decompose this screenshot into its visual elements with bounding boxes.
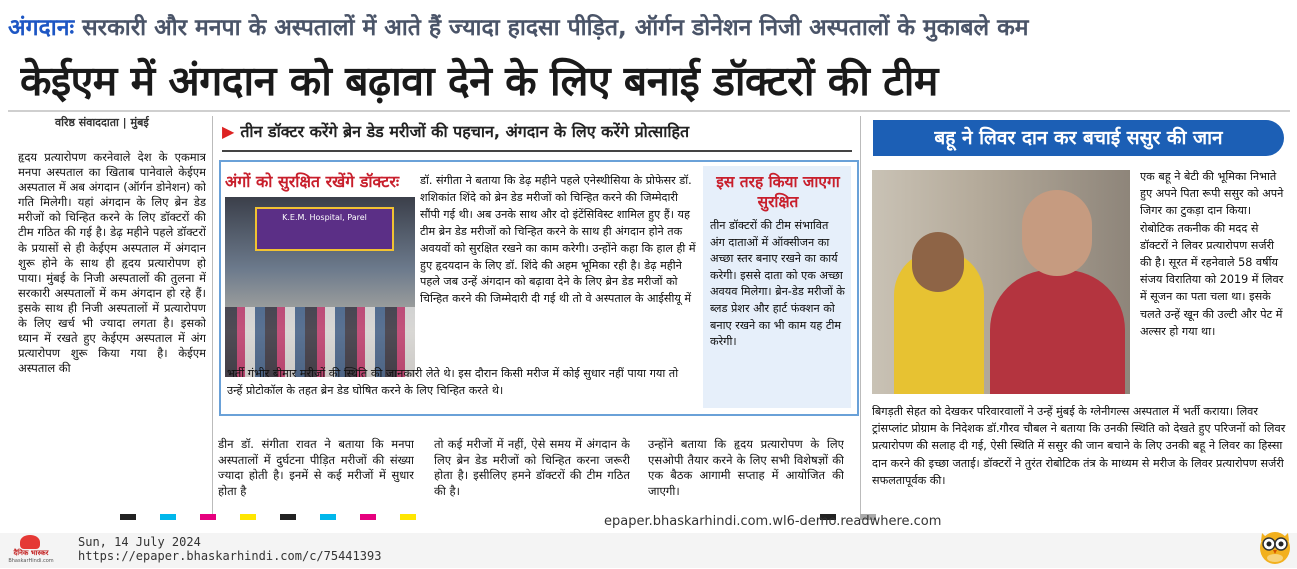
sidebox-title: इस तरह किया जाएगा सुरक्षित <box>716 173 840 211</box>
logo-name: दैनिक भास्कर <box>13 549 49 557</box>
man-face <box>1022 190 1092 276</box>
strap-text: तीन डॉक्टर करेंगे ब्रेन डेड मरीजों की पहचान, अंगदान के लिए करेंगे प्रोत्साहित <box>240 122 690 141</box>
right-story-text: एक बहू ने बेटी की भूमिका निभाते हुए अपने पिता रूपी ससुर को अपने जिगर का टुकड़ा दान किया। रोबोटिक तकनीक की मदद से डॉक्टरों ने लिवर प्रत्यारोपण सर्जरी की है। सूरत में रहनेवाले 58 वर्षीय संजय विरातिया को 2019 में लिवर में सूजन का पता चला था। इसके चलते उन्हें खून की उल्टी और पेट में अल्सर हो गया था। <box>1140 170 1284 338</box>
kicker-label: अंगदानः <box>8 15 75 41</box>
right-story-header: बहू ने लिवर दान कर बचाई ससुर की जान <box>873 120 1284 156</box>
hospital-sign-text: K.E.M. Hospital, Parel <box>282 213 367 222</box>
watermark-url: epaper.bhaskarhindi.com.wl6-demo.readwhere.com <box>604 514 942 529</box>
bhaskar-logo-icon[interactable] <box>4 535 58 565</box>
column-divider-right <box>860 116 861 516</box>
column-divider-left <box>212 116 213 516</box>
kicker-text: सरकारी और मनपा के अस्पतालों में आते हैं ज्यादा हादसा पीड़ित, ऑर्गन डोनेशन निजी अस्पतालों के मुकाबले कम <box>82 15 1029 41</box>
kicker-line <box>8 10 1293 44</box>
logo-sub: BhaskarHindi.com <box>8 558 54 564</box>
owl-icon[interactable] <box>1258 527 1292 565</box>
article-column-1: हृदय प्रत्यारोपण करनेवाले देश के एकमात्र मनपा अस्पताल का खिताब पानेवाले केईएम अस्पताल में अब अंगदान (ऑर्गन डोनेशन) को गति मिलेगी। यहां अंगदान के लिए ब्रेन डेड मरीजों को चिन्हित करने के लिए डॉक्टरों की टीम गठित की गई है। डेढ़ महीने पहले डॉक्टरों के प्रयासों से ही केईएम अस्पताल में अंगदान शुरू होने के साथ ही हृदय प्रत्यारोपण हो पाया। मुंबई के निजी अस्पतालों की तुलना में सरकारी अस्पतालों में कम अंगदान हो रहे हैं। इसके साथ ही निजी अस्पतालों में प्रत्यारोपण के लिए खर्च भी ज्यादा लगता है। इसको ध्यान में रखते हुए केईएम अस्पताल में अंग प्रत्यारोपण शुरू किया गया है। केईएम अस्पताल की <box>18 150 206 376</box>
triangle-bullet-icon: ▶ <box>222 122 235 141</box>
byline: वरिष्ठ संवाददाता | मुंबई <box>55 116 149 129</box>
footer-date: Sun, 14 July 2024 <box>78 535 201 549</box>
main-headline: केईएम में अंगदान को बढ़ावा देने के लिए बनाई डॉक्टरों की टीम <box>20 57 938 105</box>
header-rule <box>8 110 1290 112</box>
hospital-photo <box>225 197 415 377</box>
article-column-4: तो कई मरीजों में नहीं, ऐसे समय में अंगदान के लिए ब्रेन डेड मरीजों को चिन्हित करना जरूरी होता है। इसीलिए हमने डॉक्टरों की टीम गठित की है। <box>434 437 630 498</box>
feature-text-bottom: भर्ती गंभीर बीमार मरीजों की स्थिति की जानकारी लेते थे। इस दौरान किसी मरीज में कोई सुधार नहीं पाया गया तो उन्हें प्रोटोकॉल के तहत ब्रेन डेड घोषित करने के लिए चिन्हित करते थे। <box>227 367 679 397</box>
feature-text: डॉ. संगीता ने बताया कि डेढ़ महीने पहले एनेस्थीसिया के प्रोफेसर डॉ. शशिकांत शिंदे को ब्रेन डेड मरीजों को चिन्हित करने की जिम्मेदारी सौंपी गई थी। अब उनके साथ और दो इंटेंसिविस्ट शामिल हुए हैं। यह टीम ब्रेन डेड मरीजों को चिन्हित करने के साथ ही अंगदान होने तक अवयवों को सुरक्षित रखने का काम करेगी। उन्होंने कहा कि हाल ही में हुए हृदयदान के लिए डॉ. शिंदे की अहम भूमिका रही है। डेढ़ महीने पहले जब उन्हें अंगदान को बढ़ावा देने के लिए ब्रेन डेड मरीजों को चिन्हित करने की जिम्मेदारी दी गई थी तो वे अस्पताल के आईसीयू में <box>420 174 696 306</box>
right-story-bottom: बिगड़ती सेहत को देखकर परिवारवालों ने उन्हें मुंबई के ग्लेनीगल्स अस्पताल में भर्ती कराया। लिवर ट्रांसप्लांट प्रोग्राम के निदेशक डॉ.गौरव चौबल ने बताया कि उनकी स्थिति को देखते हुए परिजनों को लिवर प्रत्यारोपण की सलाह दी गई, ऐसी स्थिति में ससुर की जान बचाने के लिए उनकी बहू ने लिवर का हिस्सा दान करने की इच्छा जताई। डॉक्टरों ने तुरंत रोबोटिक तंत्र के माध्यम से मरीज के लिवर प्रत्यारोपण सर्जरी सफलतापूर्वक की। <box>872 405 1286 487</box>
article-column-3: डीन डॉ. संगीता रावत ने बताया कि मनपा अस्पतालों में दुर्घटना पीड़ित मरीजों की संख्या ज्यादा होती है। इनमें से कई मरीजों में सुधार होता है <box>218 437 414 498</box>
footer-url[interactable]: https://epaper.bhaskarhindi.com/c/75441393 <box>78 549 382 563</box>
feature-title: अंगों को सुरक्षित रखेंगे डॉक्टरः <box>225 172 400 191</box>
article-column-5: उन्होंने बताया कि हृदय प्रत्यारोपण के लिए एसओपी तैयार करने के लिए सभी विशेषज्ञों की एक बैठक आगामी सप्ताह में आयोजित की जाएगी। <box>648 437 844 498</box>
hospital-sign <box>255 207 394 251</box>
donor-family-photo <box>872 170 1130 394</box>
man-figure <box>990 270 1125 394</box>
sidebox-text: तीन डॉक्टरों की टीम संभावित अंग दाताओं में ऑक्सीजन का अच्छा स्तर बनाए रखने का कार्य करेगी। इससे दाता को एक अच्छा अवयव मिलेगा। ब्रेन-डेड मरीजों के ब्लड प्रेशर और हार्ट फंक्शन को बनाए रखने का भी काम यह टीम करेगी। <box>710 219 845 349</box>
strap-headline <box>222 120 852 152</box>
woman-face <box>912 232 964 292</box>
sun-mark-icon <box>20 535 40 549</box>
